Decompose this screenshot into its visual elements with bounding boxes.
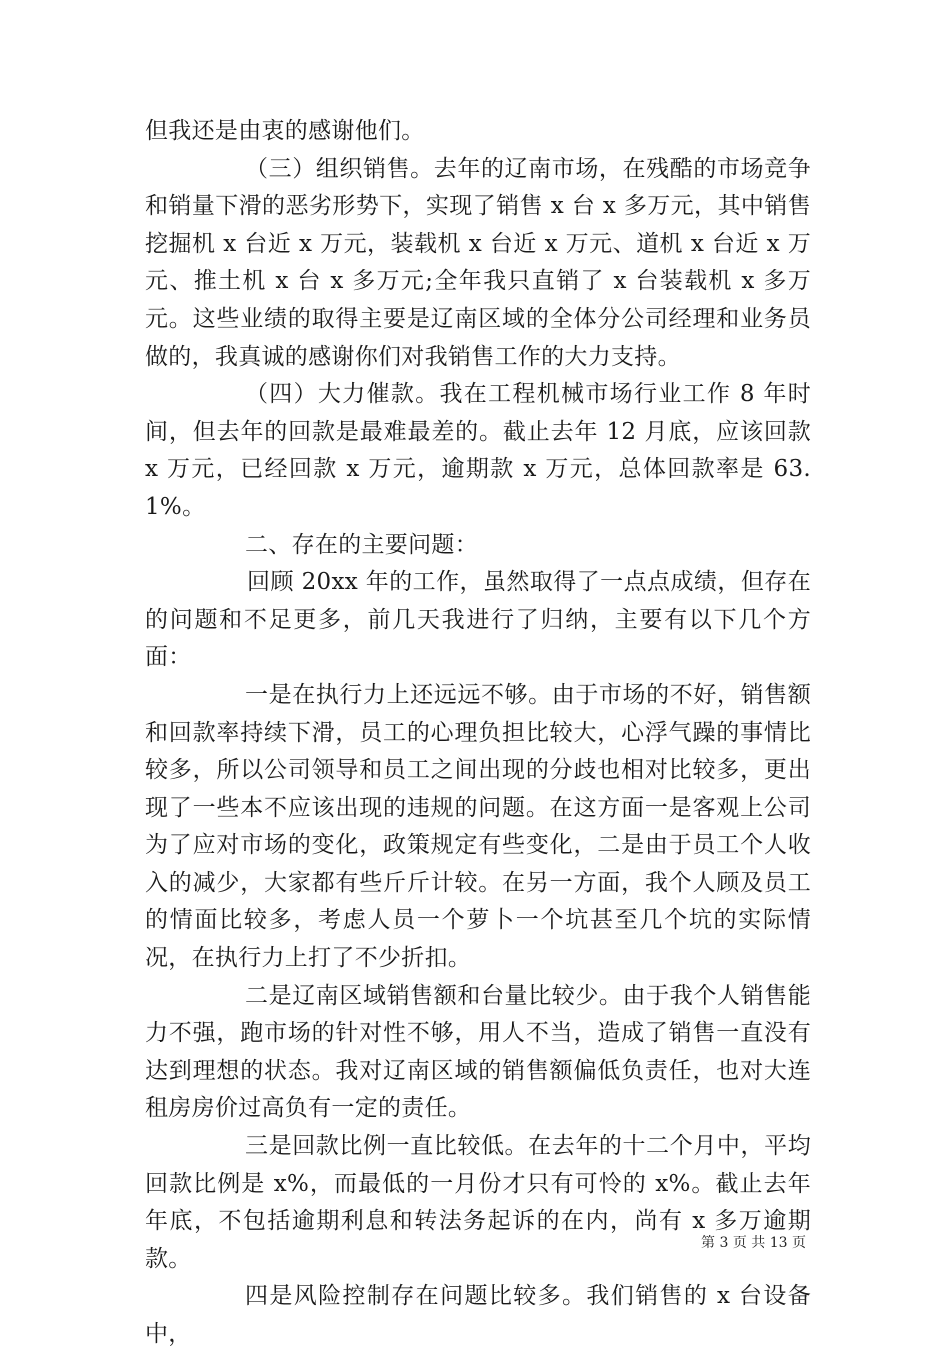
paragraph-problem-three: 三是回款比例一直比较低。在去年的十二个月中，平均回款比例是 x%，而最低的一月份才只有可怜的 x%。截止去年年底，不包括逾期利息和转法务起诉的在内，尚有 x 多万逾期款。	[145, 1133, 811, 1272]
paragraph-collect-payments: （四）大力催款。我在工程机械市场行业工作 8 年时间，但去年的回款是最难最差的。截止去年 12 月底，应该回款 x 万元，已经回款 x 万元，逾期款 x 万元，总体回款率是 63.1%。	[145, 381, 811, 520]
body-text	[145, 113, 811, 1354]
paragraph-problem-four: 四是风险控制存在问题比较多。我们销售的 x 台设备中，	[145, 1283, 811, 1347]
page-number: 第 3 页 共 13 页	[701, 1235, 806, 1251]
paragraph-problem-one: 一是在执行力上还远远不够。由于市场的不好，销售额和回款率持续下滑，员工的心理负担比较大，心浮气躁的事情比较多，所以公司领导和员工之间出现的分歧也相对比较多，更出现了一些本不应该出现的违规的问题。在这方面一是客观上公司为了应对市场的变化，政策规定有些变化，二是由于员工个人收入的减少，大家都有些斤斤计较。在另一方面，我个人顾及员工的情面比较多，考虑人员一个萝卜一个坑甚至几个坑的实际情况，在执行力上打了不少折扣。	[145, 681, 811, 972]
paragraph-organize-sales: （三）组织销售。去年的辽南市场，在残酷的市场竞争和销量下滑的恶劣形势下，实现了销售 x 台 x 多万元，其中销售挖掘机 x 台近 x 万元，装载机 x 台近 x 万元、道机 x 台近 x 万元、推土机 x 台 x 多万元;全年我只直销了 x 台装载机 x 多万元。这些业绩的取得主要是辽南区域的全体分公司经理和业务员做的，我真诚的感谢你们对我销售工作的大力支持。	[145, 155, 811, 370]
paragraph-problem-two: 二是辽南区域销售额和台量比较少。由于我个人销售能力不强，跑市场的针对性不够，用人不当，造成了销售一直没有达到理想的状态。我对辽南区域的销售额偏低负责任，也对大连租房房价过高负有一定的责任。	[145, 982, 811, 1122]
section-heading-problems: 二、存在的主要问题：	[245, 531, 478, 558]
paragraph-continuation: 但我还是由衷的感谢他们。	[145, 118, 425, 144]
paragraph-review: 回顾 20xx 年的工作，虽然取得了一点点成绩，但存在的问题和不足更多，前几天我进行了归纳，主要有以下几个方面：	[145, 569, 811, 671]
